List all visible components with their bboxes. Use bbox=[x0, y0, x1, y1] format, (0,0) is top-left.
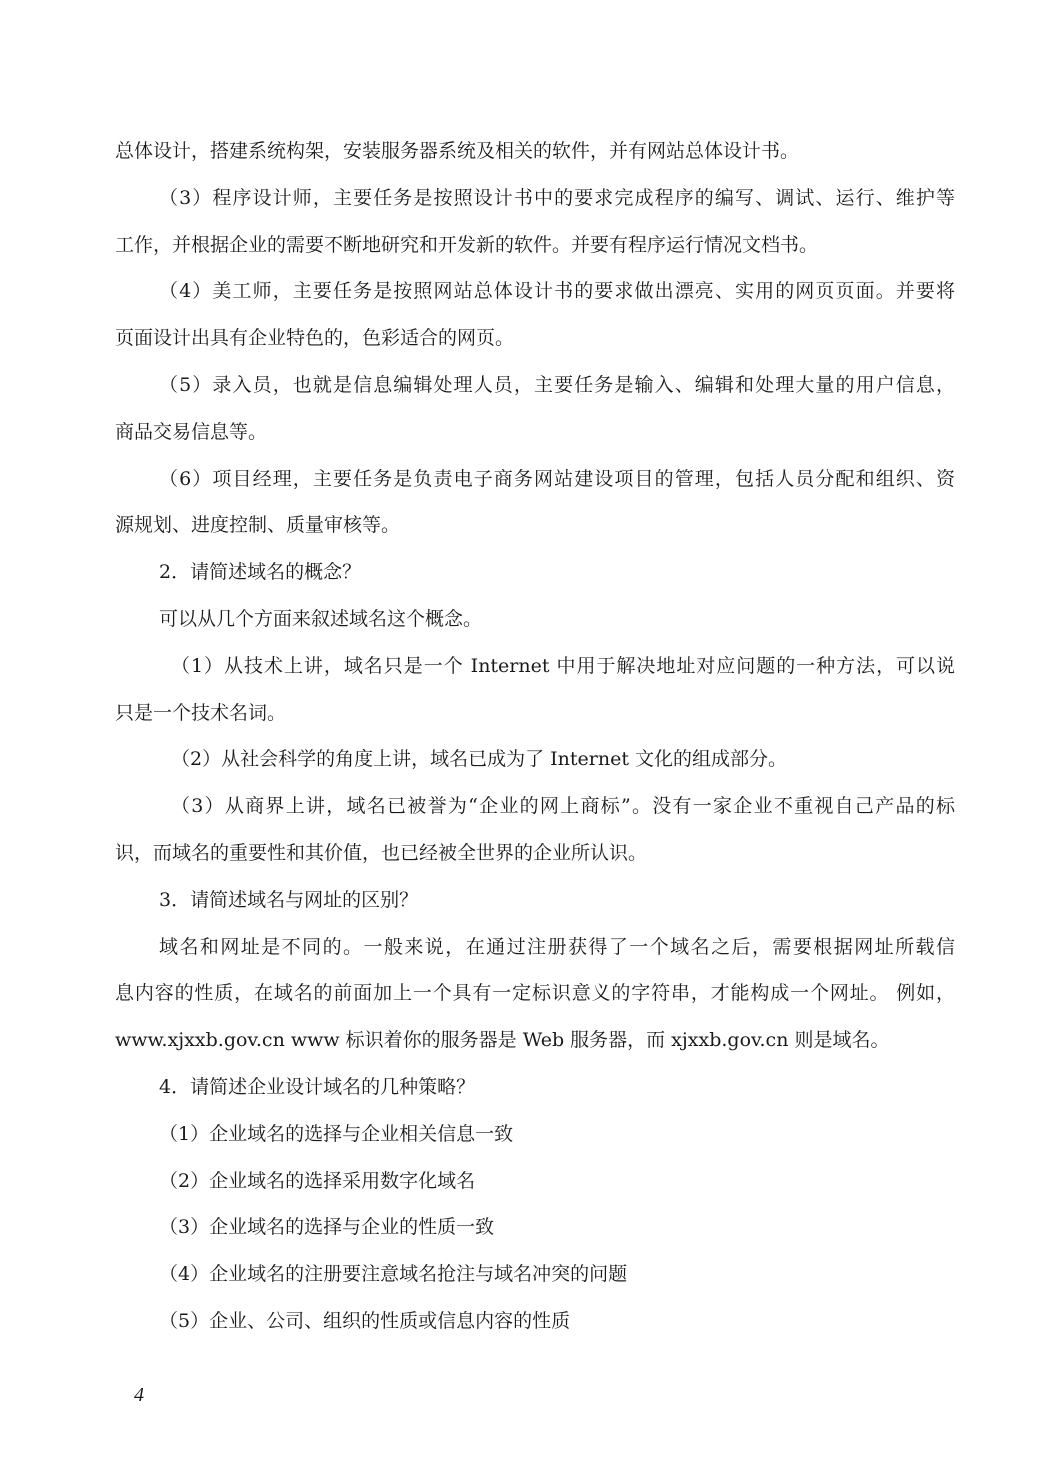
text-line: 源规划、进度控制、质量审核等。 bbox=[115, 514, 401, 537]
text-line: 识，而域名的重要性和其价值，也已经被全世界的企业所认识。 bbox=[115, 841, 648, 864]
text-line: （1）企业域名的选择与企业相关信息一致 bbox=[159, 1122, 514, 1145]
text-line: （3）程序设计师，主要任务是按照设计书中的要求完成程序的编写、调试、运行、维护等 bbox=[159, 186, 955, 209]
document-body bbox=[115, 128, 955, 1345]
text-line: 可以从几个方面来叙述域名这个概念。 bbox=[159, 607, 483, 630]
text-line: （5）企业、公司、组织的性质或信息内容的性质 bbox=[159, 1309, 571, 1332]
text-line: 页面设计出具有企业特色的，色彩适合的网页。 bbox=[115, 327, 515, 350]
text-line: 4．请简述企业设计域名的几种策略？ bbox=[159, 1075, 476, 1098]
text-line: 总体设计，搭建系统构架，安装服务器系统及相关的软件，并有网站总体设计书。 bbox=[115, 140, 800, 162]
text-line: 域名和网址是不同的。一般来说，在通过注册获得了一个域名之后，需要根据网址所载信 bbox=[159, 935, 955, 958]
text-line: （3）从商界上讲，域名已被誉为“企业的网上商标”。没有一家企业不重视自己产品的标 bbox=[171, 795, 955, 818]
text-line: （1）从技术上讲，域名只是一个 Internet 中用于解决地址对应问题的一种方法，可以说 bbox=[171, 654, 955, 677]
page-number: 4 bbox=[134, 1384, 144, 1406]
text-line: 只是一个技术名词。 bbox=[115, 701, 287, 724]
text-line: 商品交易信息等。 bbox=[115, 420, 268, 443]
text-line: 2．请简述域名的概念？ bbox=[159, 561, 362, 584]
text-line: （3）企业域名的选择与企业的性质一致 bbox=[159, 1216, 495, 1239]
text-line: （2）企业域名的选择采用数字化域名 bbox=[159, 1169, 476, 1192]
text-line: （5）录入员，也就是信息编辑处理人员，主要任务是输入、编辑和处理大量的用户信息， bbox=[159, 373, 955, 396]
text-line: 息内容的性质，在域名的前面加上一个具有一定标识意义的字符串，才能构成一个网址。 例如， bbox=[115, 982, 955, 1005]
text-line: （4）美工师，主要任务是按照网站总体设计书的要求做出漂亮、实用的网页页面。并要将 bbox=[159, 280, 955, 303]
text-line: （4）企业域名的注册要注意域名抢注与域名冲突的问题 bbox=[159, 1263, 628, 1286]
text-line: （6）项目经理，主要任务是负责电子商务网站建设项目的管理，包括人员分配和组织、资 bbox=[159, 467, 955, 490]
text-line: （2）从社会科学的角度上讲，域名已成为了 Internet 文化的组成部分。 bbox=[171, 748, 787, 771]
text-line: 工作，并根据企业的需要不断地研究和开发新的软件。并要有程序运行情况文档书。 bbox=[115, 233, 819, 256]
text-line: 3．请简述域名与网址的区别？ bbox=[159, 888, 419, 911]
text-line: www.xjxxb.gov.cn www 标识着你的服务器是 Web 服务器，而 xjxxb.gov.cn 则是域名。 bbox=[115, 1029, 890, 1052]
